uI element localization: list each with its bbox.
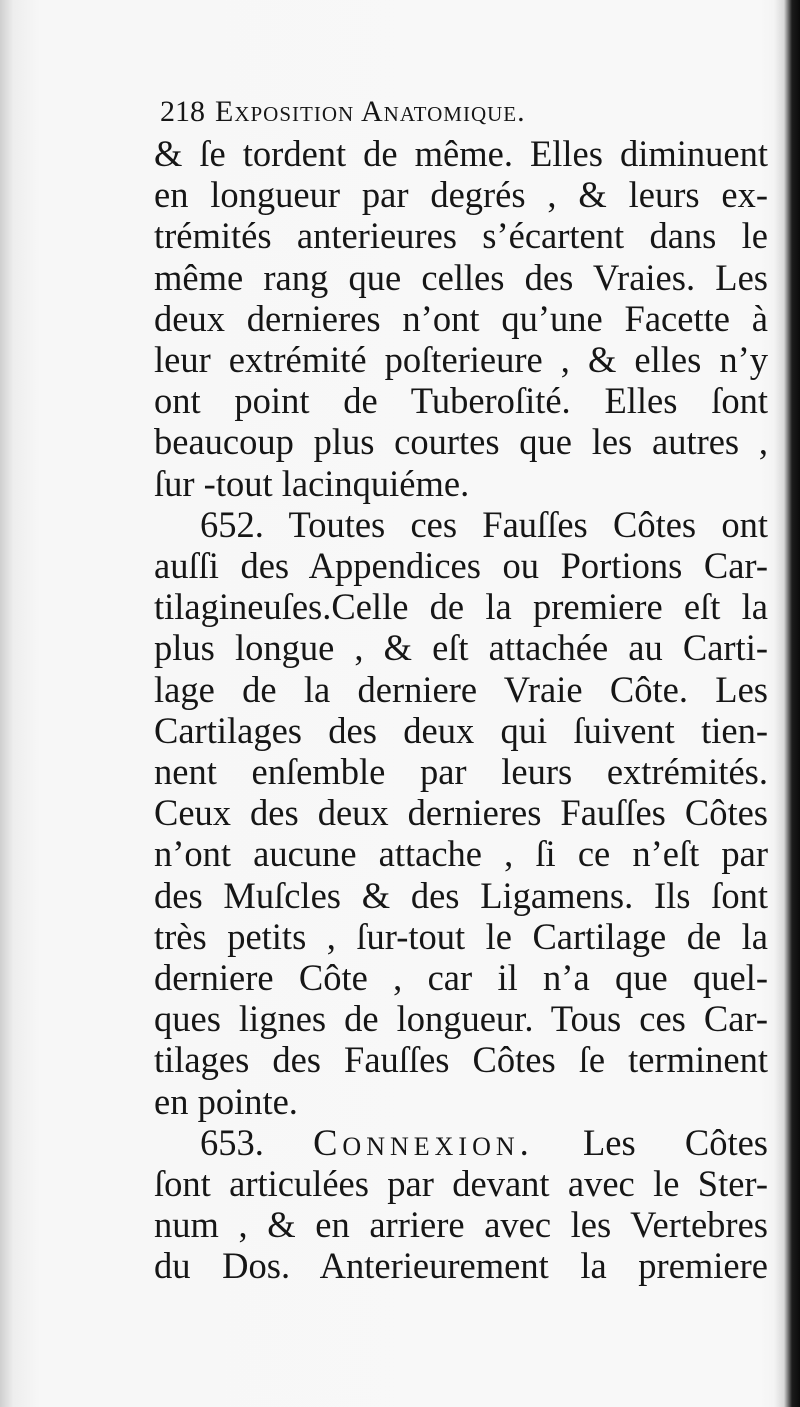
text-line: beaucoup plus courtes que les autres , bbox=[154, 421, 768, 463]
paragraph-652-first-line: 652. Toutes ces Fauſſes Côtes ont bbox=[200, 503, 768, 545]
text-line: en longueur par degrés , & leurs ex- bbox=[154, 174, 768, 216]
text-line: auſſi des Appendices ou Portions Car- bbox=[154, 545, 768, 587]
text-line: en pointe. bbox=[154, 1080, 298, 1122]
text-line: deux dernieres n’ont qu’une Facette à bbox=[154, 297, 768, 339]
page-right-edge bbox=[774, 0, 800, 1407]
page-left-edge bbox=[0, 0, 14, 1407]
text-line: ont point de Tuberoſité. Elles ſont bbox=[154, 380, 768, 422]
text-line: des Muſcles & des Ligamens. Ils ſont bbox=[154, 874, 768, 916]
text-line: num , & en arriere avec les Vertebres bbox=[154, 1204, 768, 1246]
paragraph-number: 653. bbox=[200, 1121, 264, 1163]
text-line: leur extrémité poſterieure , & elles n’y bbox=[154, 339, 768, 381]
text-line: tilages des Fauſſes Côtes ſe terminent bbox=[154, 1039, 768, 1081]
text-line: du Dos. Anterieurement la premiere bbox=[154, 1245, 768, 1287]
text-line: ſont articulées par devant avec le Ster- bbox=[154, 1163, 768, 1205]
paragraph-653-first-line bbox=[154, 1122, 768, 1163]
text-line: plus longue , & eſt attachée au Carti- bbox=[154, 627, 768, 669]
text-line: derniere Côte , car il n’a que quel- bbox=[154, 957, 768, 999]
text-line: lage de la derniere Vraie Côte. Les bbox=[154, 668, 768, 710]
text-line: trémités anterieures s’écartent dans le bbox=[154, 215, 768, 257]
text-line: Cartilages des deux qui ſuivent tien- bbox=[154, 709, 768, 751]
text-line: n’ont aucune attache , ſi ce n’eſt par bbox=[154, 833, 768, 875]
text-line: très petits , ſur-tout le Cartilage de la bbox=[154, 915, 768, 957]
text-line: ques lignes de longueur. Tous ces Car- bbox=[154, 998, 768, 1040]
running-title: Exposition Anatomique. bbox=[215, 95, 526, 128]
text-line: Ceux des deux dernieres Fauſſes Côtes bbox=[154, 792, 768, 834]
text-line: même rang que celles des Vraies. Les bbox=[154, 256, 768, 298]
text-fragment: Les Côtes bbox=[582, 1121, 768, 1163]
running-head bbox=[160, 92, 768, 132]
text-line: ſur -tout lacinquiéme. bbox=[154, 462, 470, 504]
page-text bbox=[154, 92, 768, 1287]
text-line: & ſe tordent de même. Elles diminuent bbox=[154, 133, 768, 174]
page-number: 218 bbox=[160, 95, 205, 128]
text-line: nent enſemble par leurs extrémités. bbox=[154, 751, 768, 793]
section-heading: Connexion. bbox=[313, 1121, 534, 1163]
text-line: tilagineuſes.Celle de la premiere eſt la bbox=[154, 586, 768, 628]
